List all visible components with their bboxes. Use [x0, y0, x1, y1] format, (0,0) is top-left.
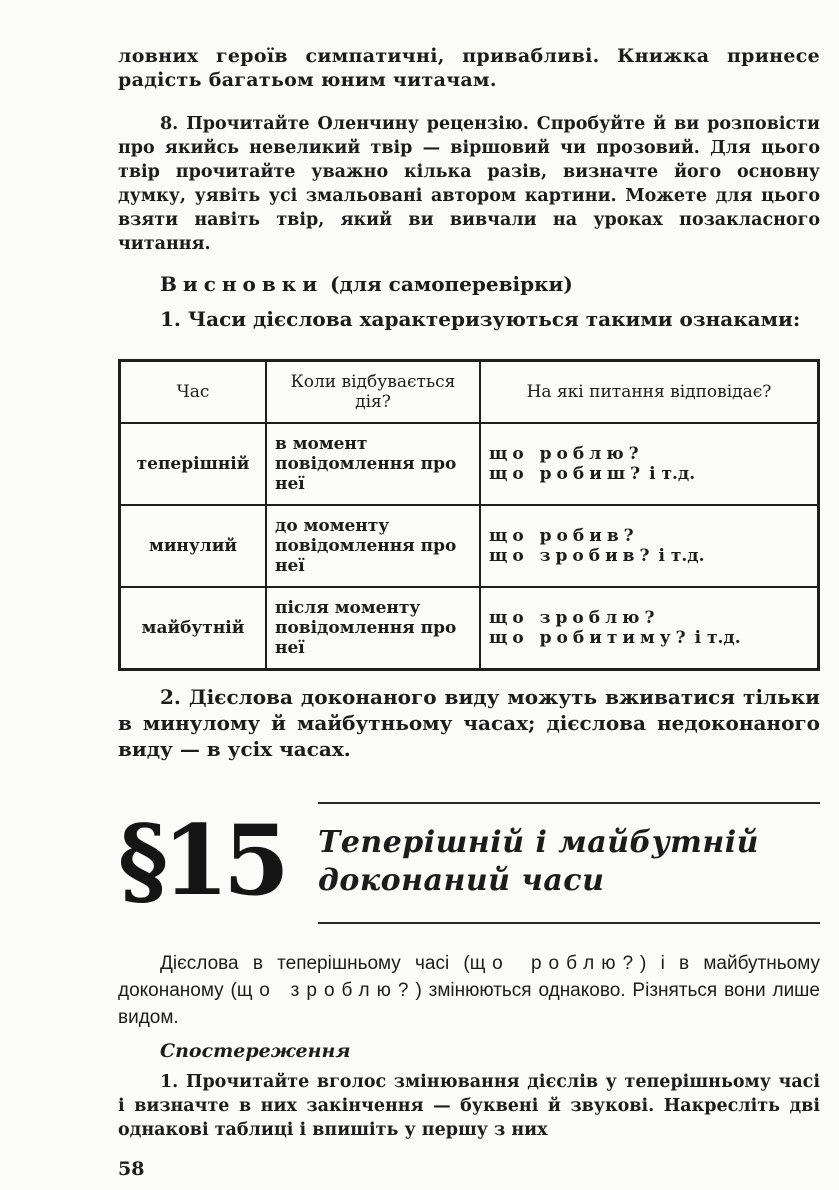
- exercise-8: [118, 112, 820, 256]
- etc-label: і т.д.: [658, 546, 705, 566]
- section-title-line-2: доконаний часи: [318, 863, 605, 898]
- conclusions-heading: [160, 272, 573, 296]
- section-rule-bottom: [318, 922, 820, 924]
- tense-cell: минулий: [120, 505, 267, 587]
- when-cell: в момент повідомлення про неї: [266, 423, 480, 505]
- question-1: що зроблю?: [489, 608, 660, 628]
- page-number: 58: [118, 1158, 145, 1180]
- conclusions-title: Висновки: [160, 272, 324, 296]
- header-questions: На які питання відповідає?: [480, 361, 819, 424]
- exercise-8-text: 8. Прочитайте Оленчину рецензію. Спробуйте й ви розповісти про якийсь невеликий твір — віршовий чи прозовий. Для цього твір прочитайте уважно кілька разів, визначте його основну думку, уявіть усі змальовані автором картини. Можете для цього взяти навіть твір, який ви вивчали на уроках позакласного читання.: [118, 114, 820, 254]
- question-2: що робиш?: [489, 464, 646, 484]
- section-intro: [118, 950, 820, 1031]
- questions-cell: [480, 587, 819, 670]
- conclusion-point-2-text: 2. Дієслова доконаного виду можуть вживатися тільки в минулому й майбутньому часах; дієслова недоконаного виду — в усіх часах.: [118, 685, 820, 761]
- table-row: [120, 587, 819, 670]
- header-when: Коли відбувається дія?: [266, 361, 480, 424]
- etc-label: і т.д.: [649, 464, 696, 484]
- intro-text-2: ) і в майбутньому доконаному (: [118, 953, 820, 1001]
- when-cell: після моменту повідомлення про неї: [266, 587, 480, 670]
- task-1: [118, 1070, 820, 1142]
- verb-tenses-table: [118, 359, 820, 671]
- section-title: [318, 824, 820, 900]
- section-number: §15: [118, 804, 284, 917]
- question-2: що робитиму?: [489, 628, 691, 648]
- question-1: що робив?: [489, 526, 639, 546]
- intro-text-1: Дієслова в теперішньому часі (: [160, 953, 470, 974]
- etc-label: і т.д.: [694, 628, 741, 648]
- intro-text-3: ) змінюються однаково. Різняться вони лише видом.: [118, 980, 820, 1028]
- section-title-line-1: Теперішній і майбутній: [318, 825, 759, 860]
- task-1-text: 1. Прочитайте вголос змінювання дієслів у теперішньому часі і визначте в них закінчення — буквені й звукові. Накресліть дві однакові таблиці і впишіть у першу з них: [118, 1072, 820, 1140]
- header-tense: Час: [120, 361, 267, 424]
- tense-cell: теперішній: [120, 423, 267, 505]
- table-row: [120, 505, 819, 587]
- question-1: що роблю?: [489, 444, 644, 464]
- tense-cell: майбутній: [120, 587, 267, 670]
- table-row: [120, 423, 819, 505]
- question-2: що зробив?: [489, 546, 655, 566]
- questions-cell: [480, 423, 819, 505]
- intro-question-1: що роблю?: [469, 953, 641, 974]
- table-header-row: [120, 361, 819, 424]
- questions-cell: [480, 505, 819, 587]
- intro-question-2: що зроблю?: [236, 980, 416, 1001]
- conclusions-subtitle: (для самоперевірки): [330, 272, 573, 296]
- conclusion-point-1-text: 1. Часи дієслова характеризуються такими ознаками:: [160, 307, 801, 331]
- conclusion-point-2: [118, 684, 820, 762]
- observations-heading: Спостереження: [160, 1040, 351, 1062]
- conclusion-point-1: [118, 306, 820, 332]
- section-rule-top: [318, 802, 820, 804]
- when-cell: до моменту повідомлення про неї: [266, 505, 480, 587]
- paragraph-continuation: ловних героїв симпатичні, привабливі. Книжка принесе радість багатьом юним читачам.: [118, 45, 820, 91]
